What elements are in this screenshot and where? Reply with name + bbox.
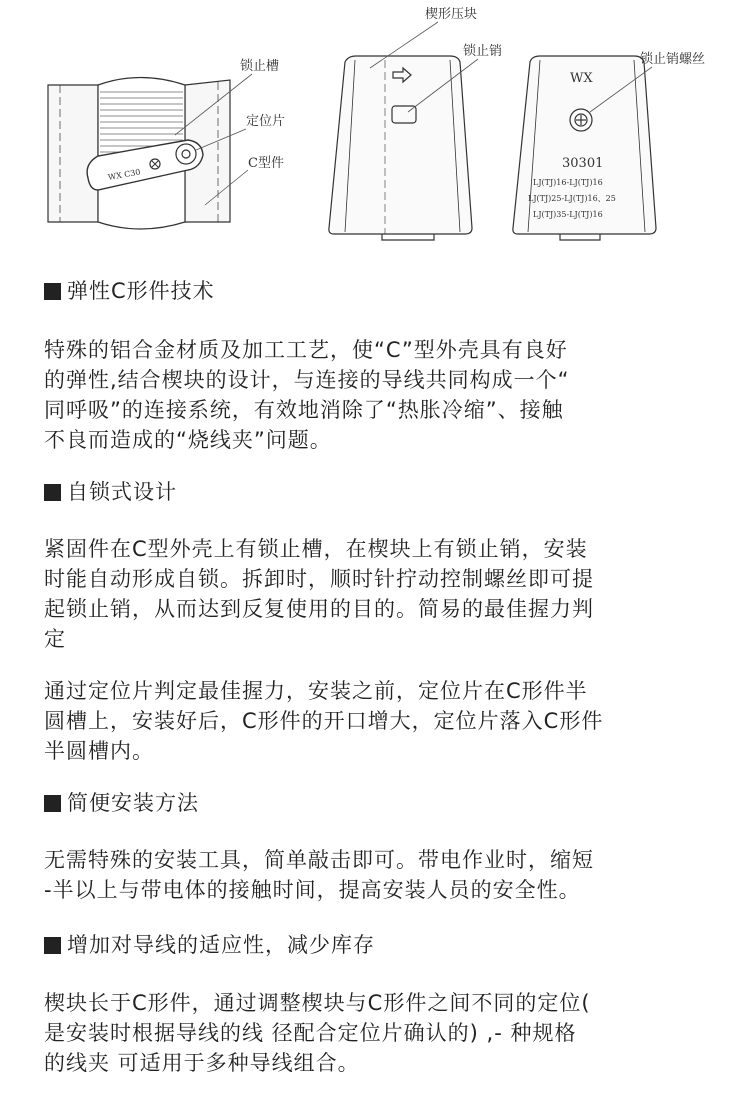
square-bullet-icon — [44, 484, 61, 501]
paragraph-adaptability: 楔块长于C形件，通过调整楔块与C形件之间不同的定位( 是安装时根据导线的线 径配合定位片确认的) ,- 种规格 的线夹 可适用于多种导线组合。 — [44, 991, 591, 1075]
c-part-drawing — [48, 78, 230, 230]
label-wedge-block: 楔形压块 — [425, 7, 478, 22]
paragraph-elastic-c: 特殊的铝合金材质及加工工艺，使“C”型外壳具有良好 的弹性,结合楔块的设计，与连接的导线共同构成一个“ 同呼吸”的连接系统，有效地消除了“热胀冷缩”、接触 不良而造成的“烧线夹”问题。 — [44, 338, 570, 452]
section-heading-self-lock: 自锁式设计 — [44, 477, 177, 507]
square-bullet-icon — [44, 937, 61, 954]
front-brand: WX — [570, 71, 593, 86]
paragraph-installation: 无需特殊的安装工具，简单敲击即可。带电作业时，缩短 -半以上与带电体的接触时间，提高安装人员的安全性。 — [44, 848, 594, 902]
product-diagram — [0, 0, 750, 250]
front-spec-3: LJ(TJ)35-LJ(TJ)16 — [533, 210, 603, 219]
label-lock-slot: 锁止槽 — [240, 59, 280, 74]
square-bullet-icon — [44, 283, 61, 300]
section-heading-installation: 简便安装方法 — [44, 788, 199, 818]
plate-marking: WX C30 — [107, 167, 142, 183]
label-lock-pin-screw: 锁止销螺丝 — [640, 52, 706, 67]
front-model: 30301 — [562, 156, 604, 171]
label-c-part: C型件 — [248, 156, 284, 171]
label-positioning-plate: 定位片 — [246, 114, 286, 129]
paragraph-self-lock: 紧固件在C型外壳上有锁止槽，在楔块上有锁止销，安装 时能自动形成自锁。拆卸时，顺时针拧动控制螺丝即可提 起锁止销，从而达到反复使用的目的。简易的最佳握力判 定 — [44, 537, 594, 651]
front-spec-2: LJ(TJ)25-LJ(TJ)16、25 — [528, 194, 616, 203]
wedge-block-drawing — [329, 56, 472, 240]
label-lock-pin: 锁止销 — [463, 44, 503, 59]
section-heading-adaptability: 增加对导线的适应性，减少库存 — [44, 930, 375, 960]
front-spec-1: LJ(TJ)16-LJ(TJ)16 — [533, 178, 603, 187]
section-heading-elastic-c: 弹性C形件技术 — [44, 276, 215, 306]
square-bullet-icon — [44, 795, 61, 812]
paragraph-grip-judgement: 通过定位片判定最佳握力，安装之前，定位片在C形件半 圆槽上，安装好后，C形件的开口增大，定位片落入C形件 半圆槽内。 — [44, 679, 604, 763]
